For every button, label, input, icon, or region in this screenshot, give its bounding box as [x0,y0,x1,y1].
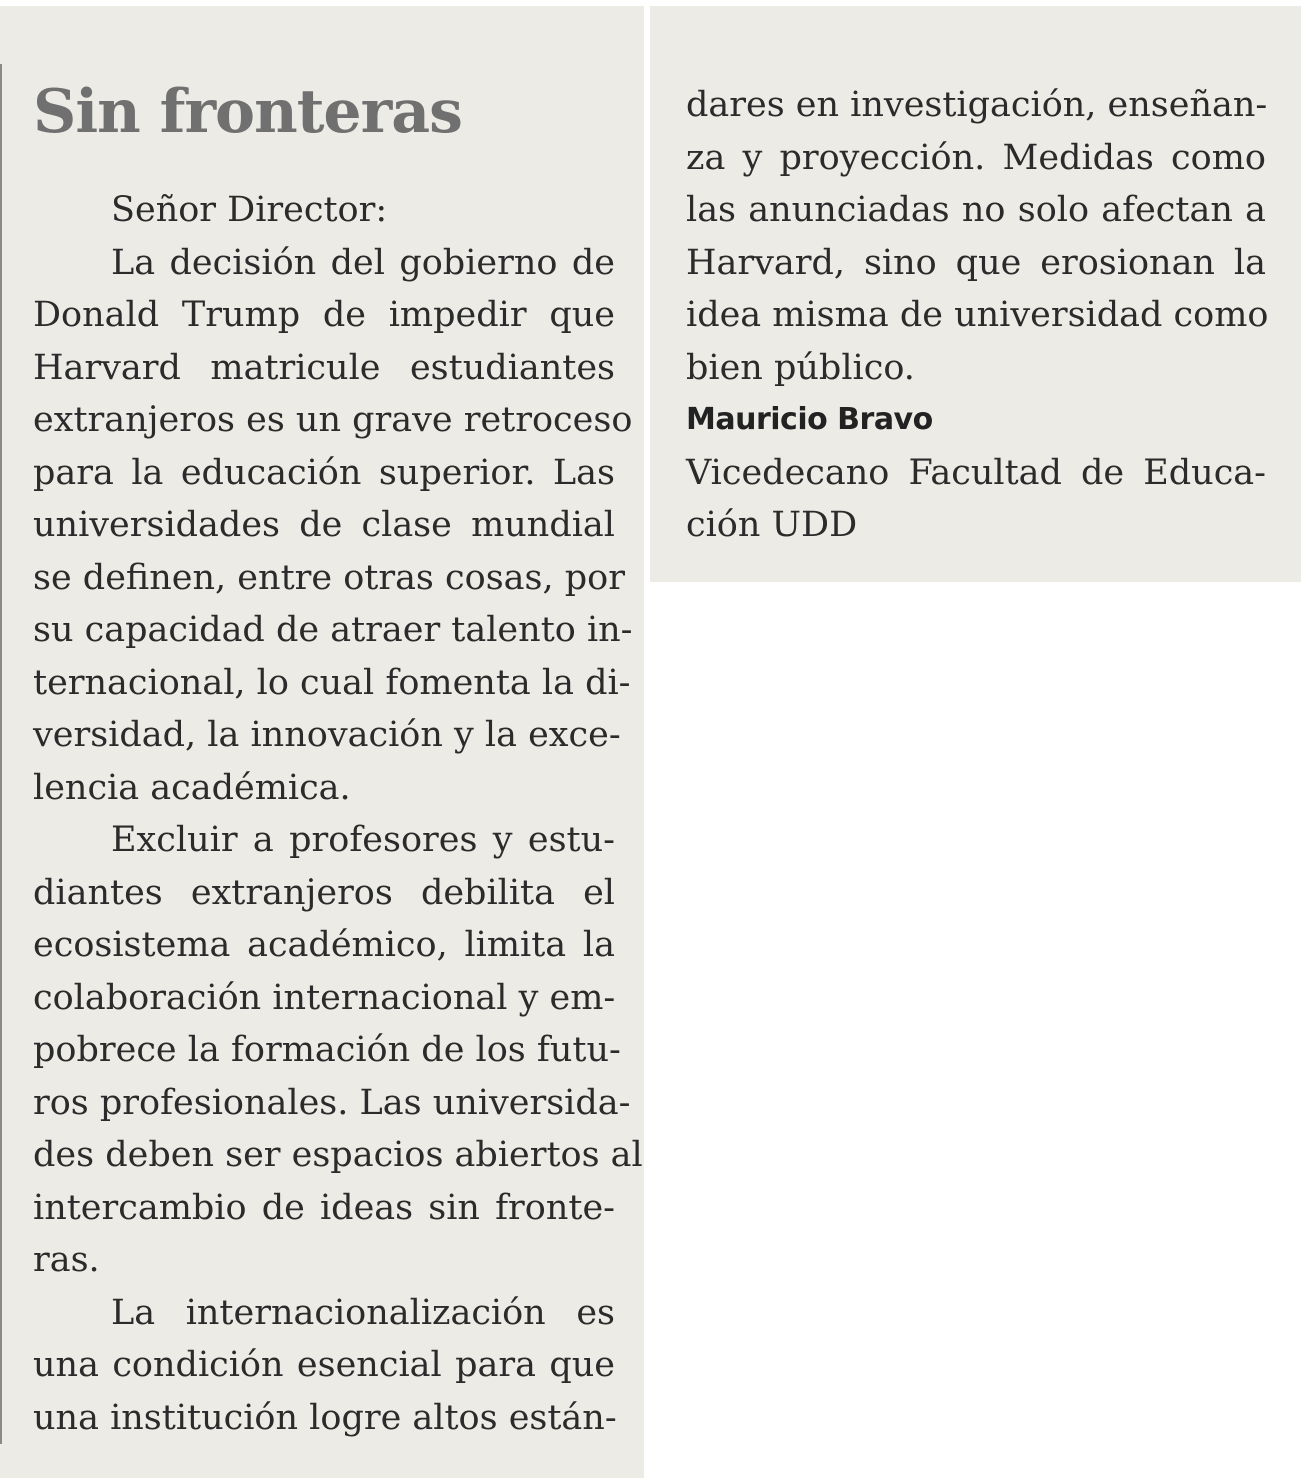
body-line: bien público. [686,347,915,388]
body-line: Donald Trump de impedir que [33,295,615,335]
letter-body-left [33,184,643,1444]
body-line: pobrece la formación de los futu- [33,1030,621,1070]
body-line: para la educación superior. Las [33,452,615,493]
body-line: una condición esencial para que [33,1345,615,1385]
author-title: ción UDD [686,505,858,545]
body-line: versidad, la innovación y la exce- [33,715,621,755]
letter-headline: Sin fronteras [33,77,462,147]
body-line: universidades de clase mundial [33,505,615,545]
body-line: extranjeros es un grave retroceso [33,400,633,440]
body-line: ternacional, lo cual fomenta la di- [33,662,631,703]
body-line: La internacionalización es [111,1292,615,1333]
letter-body-right [686,79,1269,552]
body-line: colaboración internacional y em- [33,977,616,1018]
body-line: intercambio de ideas sin fronte- [33,1187,615,1228]
body-line: las anunciadas no solo afectan a [686,190,1266,230]
letter-right-column [650,6,1301,582]
body-line: se definen, entre otras cosas, por [33,557,625,598]
body-line: su capacidad de atraer talento in- [33,610,633,650]
salutation: Señor Director: [111,190,388,230]
body-line: za y proyección. Medidas como [686,137,1266,178]
body-line: una institución logre altos están- [33,1397,617,1438]
body-line: ros profesionales. Las universida- [33,1082,631,1123]
author-title: Vicedecano Facultad de Educa- [686,452,1266,493]
body-line: des deben ser espacios abiertos al [33,1135,643,1175]
author-name: Mauricio Bravo [686,402,933,437]
body-line: La decisión del gobierno de [111,242,615,283]
body-line: idea misma de universidad como [686,295,1269,335]
body-line: ras. [33,1240,100,1280]
body-line: lencia académica. [33,767,351,808]
letter-left-column [0,6,644,1478]
body-line: diantes extranjeros debilita el [33,872,615,913]
body-line: dares en investigación, enseñan- [686,85,1268,125]
column-rule [0,64,2,1444]
body-line: Harvard matricule estudiantes [33,347,615,388]
body-line: ecosistema académico, limita la [33,925,615,965]
body-line: Harvard, sino que erosionan la [686,242,1266,283]
body-line: Excluir a profesores y estu- [111,820,615,860]
